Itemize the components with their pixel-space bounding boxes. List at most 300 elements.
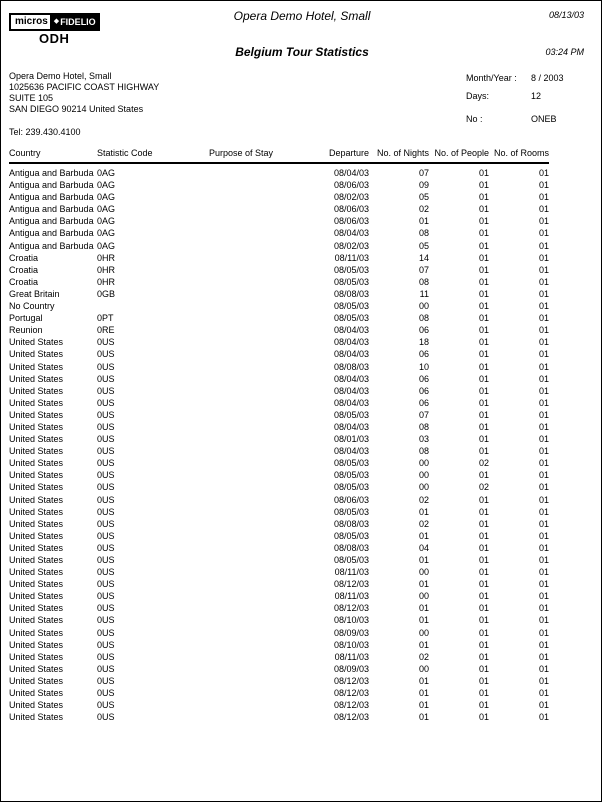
table-cell: 08 (418, 421, 429, 432)
table-cell: United States (9, 397, 64, 408)
table-cell: 01 (538, 579, 549, 590)
table-cell: 01 (538, 168, 549, 178)
column-header-purpose-of-stay: Purpose of Stay (209, 148, 274, 158)
table-cell: 08/09/03 (333, 663, 369, 674)
table-cell: 08/04/03 (333, 397, 369, 408)
table-cell: 01 (538, 313, 549, 324)
table-cell: 0AG (97, 192, 116, 203)
table-cell: 08/12/03 (333, 700, 369, 711)
table-cell: 08/12/03 (333, 712, 369, 723)
print-time: 03:24 PM (545, 47, 584, 57)
table-cell: United States (9, 434, 64, 445)
table-cell: 0US (97, 555, 115, 565)
table-cell: 0AG (97, 228, 116, 239)
table-cell: United States (9, 567, 64, 578)
table-row (9, 289, 549, 301)
table-cell: 01 (478, 494, 489, 505)
table-row (9, 398, 549, 410)
table-row (9, 531, 549, 543)
table-cell: 07 (418, 264, 429, 275)
table-cell: 01 (418, 603, 429, 614)
table-cell: 02 (478, 458, 489, 469)
table-cell: 01 (478, 627, 489, 638)
table-cell: 06 (418, 397, 429, 408)
table-cell: Antigua and Barbuda (9, 204, 94, 215)
table-cell: 0US (97, 675, 115, 686)
table-cell: No Country (9, 301, 55, 312)
table-row (9, 422, 549, 434)
table-cell: 0US (97, 651, 115, 662)
table-cell: 0AG (97, 180, 116, 191)
table-cell: United States (9, 591, 64, 602)
table-cell: 01 (478, 385, 489, 396)
table-cell: 08/01/03 (333, 434, 369, 445)
table-cell: 0US (97, 615, 115, 626)
table-cell: 08/04/03 (333, 446, 369, 457)
table-cell: 01 (538, 192, 549, 203)
table-cell: 0US (97, 337, 115, 348)
table-cell: 08 (418, 313, 429, 324)
table-cell: 0US (97, 446, 115, 457)
table-cell: 0US (97, 349, 115, 360)
report-title: Belgium Tour Statistics (235, 45, 369, 59)
table-cell: 0US (97, 688, 115, 699)
table-cell: 01 (478, 325, 489, 336)
table-cell: 01 (538, 675, 549, 686)
table-cell: 08/04/03 (333, 168, 369, 178)
table-cell: 08/12/03 (333, 688, 369, 699)
table-cell: 0HR (97, 264, 116, 275)
table-cell: United States (9, 349, 64, 360)
table-cell: 0AG (97, 240, 116, 251)
table-cell: United States (9, 639, 64, 650)
table-cell: 01 (538, 288, 549, 299)
table-cell: 11 (419, 288, 429, 299)
table-row (9, 313, 549, 325)
table-cell: 08/05/03 (333, 506, 369, 517)
address-line-2: 1025636 PACIFIC COAST HIGHWAY (9, 82, 160, 92)
table-row (9, 495, 549, 507)
table-cell: United States (9, 385, 64, 396)
table-cell: 0US (97, 518, 115, 529)
table-cell: 08 (418, 276, 429, 287)
table-cell: 01 (478, 579, 489, 590)
logo-fidelio-text: FIDELIO (60, 17, 96, 27)
table-cell: 08/05/03 (333, 313, 369, 324)
table-cell: 01 (478, 168, 489, 178)
table-cell: 0US (97, 421, 115, 432)
table-cell: 0US (97, 663, 115, 674)
table-cell: 08/05/03 (333, 409, 369, 420)
table-cell: 0US (97, 591, 115, 602)
days-value: 12 (531, 91, 542, 101)
table-cell: United States (9, 518, 64, 529)
table-cell: 0US (97, 458, 115, 469)
table-row (9, 640, 549, 652)
table-row (9, 664, 549, 676)
table-cell: 01 (478, 688, 489, 699)
table-row (9, 700, 549, 712)
table-cell: Croatia (9, 252, 39, 263)
table-cell: United States (9, 675, 64, 686)
table-cell: 00 (418, 482, 429, 493)
table-cell: United States (9, 542, 64, 553)
table-cell: United States (9, 615, 64, 626)
column-header-statistic-code: Statistic Code (97, 148, 153, 158)
table-cell: 0US (97, 712, 115, 723)
table-cell: United States (9, 651, 64, 662)
table-cell: 01 (478, 567, 489, 578)
table-cell: 0US (97, 700, 115, 711)
table-cell: 01 (478, 397, 489, 408)
table-cell: 01 (538, 397, 549, 408)
table-row (9, 676, 549, 688)
table-cell: 01 (418, 216, 429, 227)
table-cell: 01 (538, 542, 549, 553)
table-cell: 01 (418, 712, 429, 723)
table-cell: 08/05/03 (333, 264, 369, 275)
table-cell: 01 (538, 373, 549, 384)
column-header-country: Country (9, 148, 41, 158)
table-cell: 0US (97, 579, 115, 590)
table-cell: United States (9, 530, 64, 541)
table-cell: 02 (418, 204, 429, 215)
table-cell: 01 (478, 180, 489, 191)
table-cell: 01 (478, 675, 489, 686)
table-cell: 01 (478, 542, 489, 553)
table-row (9, 470, 549, 482)
table-cell: 01 (538, 518, 549, 529)
table-cell: 01 (538, 385, 549, 396)
table-cell: 01 (418, 506, 429, 517)
table-cell: 01 (478, 228, 489, 239)
table-cell: United States (9, 603, 64, 614)
table-cell: Antigua and Barbuda (9, 216, 94, 227)
table-cell: 0US (97, 434, 115, 445)
table-cell: 03 (418, 434, 429, 445)
table-cell: 08/05/03 (333, 530, 369, 541)
table-cell: 01 (478, 518, 489, 529)
table-row (9, 519, 549, 531)
table-cell: 01 (478, 240, 489, 251)
table-cell: 01 (538, 530, 549, 541)
table-cell: 08/11/03 (334, 252, 369, 263)
table-cell: 08/09/03 (333, 627, 369, 638)
table-cell: 01 (478, 337, 489, 348)
table-cell: United States (9, 627, 64, 638)
table-row (9, 410, 549, 422)
table-cell: 0AG (97, 168, 116, 178)
table-cell: 01 (418, 675, 429, 686)
table-row (9, 543, 549, 555)
table-cell: 01 (478, 216, 489, 227)
table-cell: 01 (538, 591, 549, 602)
table-cell: 05 (418, 192, 429, 203)
table-cell: 08/10/03 (333, 615, 369, 626)
table-row (9, 325, 549, 337)
table-cell: 01 (538, 446, 549, 457)
table-header-row (9, 148, 549, 162)
table-cell: 01 (418, 639, 429, 650)
table-cell: 0AG (97, 204, 116, 215)
header-rule (9, 162, 549, 164)
table-row (9, 688, 549, 700)
table-cell: 06 (418, 325, 429, 336)
hotel-code: ODH (39, 31, 70, 46)
table-cell: 01 (478, 591, 489, 602)
table-cell: 0US (97, 482, 115, 493)
table-cell: United States (9, 446, 64, 457)
column-header-departure: Departure (328, 148, 369, 158)
table-cell: 01 (478, 615, 489, 626)
table-cell: 0US (97, 603, 115, 614)
table-cell: United States (9, 409, 64, 420)
table-cell: United States (9, 421, 64, 432)
table-cell: United States (9, 700, 64, 711)
table-cell: 08/05/03 (333, 555, 369, 565)
table-cell: 01 (538, 180, 549, 191)
table-cell: 08/08/03 (333, 361, 369, 372)
table-cell: 0US (97, 530, 115, 541)
table-row (9, 458, 549, 470)
table-cell: 01 (478, 555, 489, 565)
table-row (9, 337, 549, 349)
table-cell: 01 (538, 651, 549, 662)
table-cell: Great Britain (9, 288, 60, 299)
table-cell: 01 (538, 639, 549, 650)
table-cell: 07 (418, 409, 429, 420)
table-cell: United States (9, 663, 64, 674)
table-cell: Reunion (9, 325, 43, 336)
table-cell: 00 (418, 567, 429, 578)
table-row (9, 615, 549, 627)
table-cell: 01 (538, 506, 549, 517)
table-row (9, 567, 549, 579)
statistics-table (9, 148, 549, 724)
table-cell: Antigua and Barbuda (9, 168, 94, 178)
column-header-no-of-rooms: No. of Rooms (493, 148, 549, 158)
table-cell: 08/11/03 (334, 567, 369, 578)
table-row (9, 555, 549, 567)
table-cell: 01 (538, 712, 549, 723)
table-cell: Antigua and Barbuda (9, 192, 94, 203)
table-row (9, 603, 549, 615)
table-cell: 0US (97, 542, 115, 553)
table-cell: 08/02/03 (333, 192, 369, 203)
table-cell: 05 (418, 240, 429, 251)
table-cell: 01 (478, 288, 489, 299)
table-cell: 08/10/03 (333, 639, 369, 650)
table-cell: 00 (418, 470, 429, 481)
table-cell: 00 (418, 301, 429, 312)
table-cell: 01 (478, 301, 489, 312)
table-cell: 0US (97, 470, 115, 481)
table-cell: Croatia (9, 264, 39, 275)
table-row (9, 362, 549, 374)
table-cell: 01 (478, 276, 489, 287)
table-cell: 01 (538, 240, 549, 251)
table-cell: 0RE (97, 325, 115, 336)
table-cell: 01 (538, 482, 549, 493)
table-cell: 01 (478, 421, 489, 432)
table-cell: 01 (478, 434, 489, 445)
table-cell: 01 (538, 688, 549, 699)
table-cell: 01 (538, 700, 549, 711)
table-cell: 01 (418, 579, 429, 590)
table-cell: 01 (478, 252, 489, 263)
table-cell: 08/04/03 (333, 385, 369, 396)
table-cell: 01 (538, 337, 549, 348)
table-cell: 01 (538, 663, 549, 674)
table-cell: 01 (478, 712, 489, 723)
table-cell: 08/08/03 (333, 288, 369, 299)
table-cell: 01 (538, 325, 549, 336)
table-row (9, 216, 549, 228)
table-row (9, 652, 549, 664)
table-cell: 01 (538, 555, 549, 565)
table-cell: 0US (97, 627, 115, 638)
table-cell: 0GB (97, 288, 116, 299)
table-cell: 06 (418, 373, 429, 384)
table-cell: 01 (538, 361, 549, 372)
table-cell: United States (9, 494, 64, 505)
table-row (9, 579, 549, 591)
table-row (9, 434, 549, 446)
table-cell: 01 (478, 349, 489, 360)
table-cell: 01 (538, 421, 549, 432)
table-cell: 08/04/03 (333, 421, 369, 432)
table-cell: 08/06/03 (333, 494, 369, 505)
print-date: 08/13/03 (548, 10, 584, 20)
table-cell: 00 (418, 458, 429, 469)
table-cell: 07 (418, 168, 429, 178)
table-row (9, 301, 549, 313)
table-row (9, 482, 549, 494)
table-cell: United States (9, 337, 64, 348)
days-label: Days: (466, 91, 490, 101)
table-cell: 01 (478, 663, 489, 674)
table-cell: 0PT (97, 313, 114, 324)
table-cell: 01 (538, 301, 549, 312)
table-row (9, 228, 549, 240)
table-cell: 08/08/03 (333, 518, 369, 529)
table-cell: 10 (418, 361, 429, 372)
table-row (9, 168, 549, 180)
table-cell: 01 (478, 470, 489, 481)
table-cell: 01 (538, 603, 549, 614)
table-cell: 0US (97, 373, 115, 384)
table-cell: 0US (97, 494, 115, 505)
table-cell: 08/04/03 (333, 228, 369, 239)
table-cell: 0US (97, 409, 115, 420)
table-cell: 01 (538, 216, 549, 227)
table-cell: 01 (538, 567, 549, 578)
table-row (9, 507, 549, 519)
table-cell: 06 (418, 349, 429, 360)
table-cell: 01 (478, 651, 489, 662)
table-row (9, 591, 549, 603)
table-cell: 08/05/03 (333, 458, 369, 469)
table-cell: 01 (538, 615, 549, 626)
table-cell: 14 (418, 252, 429, 263)
table-cell: 08/04/03 (333, 349, 369, 360)
column-header-no-of-nights: No. of Nights (376, 148, 429, 158)
table-cell: Antigua and Barbuda (9, 228, 94, 239)
table-cell: 08 (418, 446, 429, 457)
table-row (9, 446, 549, 458)
table-cell: 01 (478, 530, 489, 541)
table-cell: 01 (418, 530, 429, 541)
table-row (9, 712, 549, 724)
table-cell: 01 (478, 506, 489, 517)
table-cell: 01 (418, 700, 429, 711)
table-row (9, 374, 549, 386)
table-cell: 08/08/03 (333, 542, 369, 553)
table-cell: United States (9, 712, 64, 723)
table-cell: 01 (418, 615, 429, 626)
table-cell: 0US (97, 361, 115, 372)
logo-micros-text: micros (9, 13, 52, 31)
table-cell: 01 (478, 204, 489, 215)
table-cell: 08/04/03 (333, 325, 369, 336)
table-cell: 0US (97, 506, 115, 517)
table-cell: 01 (538, 204, 549, 215)
month-year-value: 8 / 2003 (531, 73, 564, 83)
table-cell: 01 (418, 688, 429, 699)
table-cell: Antigua and Barbuda (9, 180, 94, 191)
table-cell: 08/11/03 (334, 591, 369, 602)
table-cell: Portugal (9, 313, 43, 324)
table-cell: 08 (418, 228, 429, 239)
table-row (9, 265, 549, 277)
table-cell: 01 (478, 192, 489, 203)
telephone: Tel: 239.430.4100 (9, 127, 81, 137)
table-cell: 01 (538, 470, 549, 481)
table-cell: Antigua and Barbuda (9, 240, 94, 251)
month-year-label: Month/Year : (466, 73, 517, 83)
table-cell: 18 (418, 337, 429, 348)
address-line-4: SAN DIEGO 90214 United States (9, 104, 144, 114)
table-cell: 01 (538, 458, 549, 469)
table-row (9, 349, 549, 361)
table-cell: 01 (538, 252, 549, 263)
table-cell: 0US (97, 639, 115, 650)
table-cell: 01 (538, 228, 549, 239)
table-cell: 01 (538, 276, 549, 287)
table-cell: 08/05/03 (333, 276, 369, 287)
table-cell: 08/06/03 (333, 180, 369, 191)
no-value: ONEB (531, 114, 557, 124)
table-cell: 01 (418, 555, 429, 565)
table-cell: United States (9, 470, 64, 481)
table-cell: 02 (478, 482, 489, 493)
table-cell: United States (9, 555, 64, 565)
table-cell: 0US (97, 567, 115, 578)
table-cell: Croatia (9, 276, 39, 287)
table-row (9, 241, 549, 253)
table-cell: 01 (538, 434, 549, 445)
table-cell: 01 (538, 494, 549, 505)
table-cell: 08/02/03 (333, 240, 369, 251)
table-cell: 01 (538, 627, 549, 638)
table-cell: 08/05/03 (333, 301, 369, 312)
table-cell: United States (9, 579, 64, 590)
table-cell: 08/06/03 (333, 216, 369, 227)
table-cell: 08/12/03 (333, 603, 369, 614)
table-cell: 01 (478, 264, 489, 275)
table-cell: 01 (478, 313, 489, 324)
table-cell: 0US (97, 397, 115, 408)
